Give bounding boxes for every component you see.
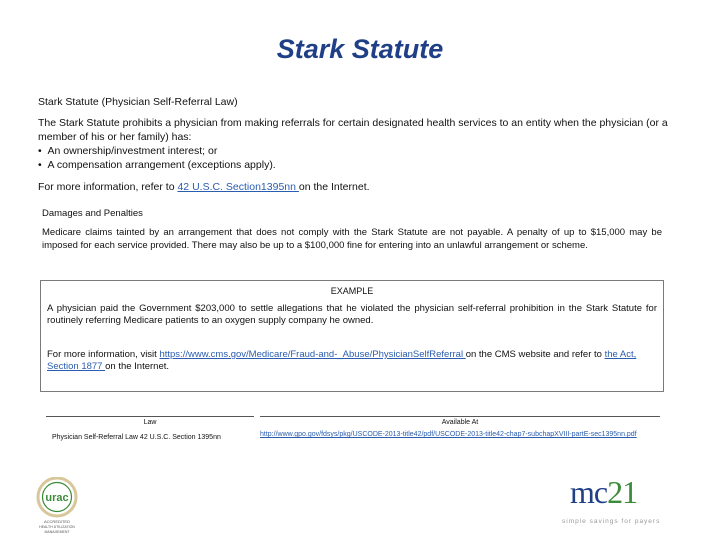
act-section-link[interactable]: the Act, Section 1877 bbox=[47, 349, 637, 372]
intro-text: The Stark Statute prohibits a physician from making referrals for certain designated health services to an entity when the physician (or a member of his or her family) has: bbox=[38, 117, 668, 143]
example-more-suffix: on the Internet. bbox=[105, 361, 170, 372]
urac-logo-text: urac bbox=[45, 492, 69, 504]
cms-link[interactable]: https://www.cms.gov/Medicare/Fraud-and-_Abuse/PhysicianSelfReferral bbox=[159, 349, 466, 360]
more-info-line bbox=[38, 181, 370, 193]
example-box bbox=[40, 280, 664, 392]
intro-bullet-text: A compensation arrangement (exceptions apply). bbox=[47, 159, 276, 171]
example-more-mid: on the CMS website and refer to bbox=[465, 349, 605, 360]
example-heading: EXAMPLE bbox=[330, 286, 374, 296]
available-at-header: Available At bbox=[441, 419, 479, 426]
urac-caption: HEALTH UTILIZATION bbox=[39, 525, 75, 529]
example-more-prefix: For more information, visit bbox=[47, 349, 160, 360]
law-table bbox=[44, 416, 662, 456]
urac-logo bbox=[34, 477, 80, 535]
mc21-brand-main: mc bbox=[570, 474, 608, 510]
urac-seal-icon bbox=[34, 477, 80, 535]
mc21-brand-num: 21 bbox=[607, 474, 638, 510]
gpo-url-link[interactable]: http://www.gpo.gov/fdsys/pkg/USCODE-2013-title42/pdf/USCODE-2013-title42-chap7-subchapXVIII-partE-sec1395nn.pdf bbox=[260, 431, 637, 438]
example-text: A physician paid the Government $203,000 to settle allegations that he violated the physician self-referral prohibition in the Stark Statute for routinely referring Medicare patients to an oxygen supply company he owned. bbox=[47, 303, 657, 326]
law-column bbox=[46, 416, 254, 457]
intro-block bbox=[38, 116, 678, 172]
damages-title: Damages and Penalties bbox=[42, 208, 143, 219]
page-title: Stark Statute bbox=[276, 34, 444, 64]
example-more-info bbox=[47, 349, 662, 373]
urac-caption: ACCREDITED bbox=[43, 519, 71, 524]
section-subtitle: Stark Statute (Physician Self-Referral Law) bbox=[38, 96, 238, 108]
more-info-prefix: For more information, refer to bbox=[38, 181, 178, 193]
mc21-wordmark bbox=[570, 474, 637, 511]
damages-text: Medicare claims tainted by an arrangement that does not comply with the Stark Statute are not payable. A penalty of up to $15,000 may be imposed for each service provided. There may also be up to a $100,000 fine for entering into an unlawful arrangement or scheme. bbox=[42, 227, 662, 251]
law-column-header: Law bbox=[143, 419, 157, 426]
intro-bullet-text: An ownership/investment interest; or bbox=[47, 145, 218, 157]
mc21-logo bbox=[560, 474, 700, 534]
law-cell: Physician Self-Referral Law 42 U.S.C. Section 1395nn bbox=[52, 434, 221, 441]
mc21-tagline: simple savings for payers bbox=[562, 518, 661, 525]
intro-bullet: • A compensation arrangement (exceptions apply). bbox=[38, 159, 276, 171]
more-info-suffix: on the Internet. bbox=[298, 181, 370, 193]
intro-bullet: • An ownership/investment interest; or bbox=[38, 145, 218, 157]
usc-section-link[interactable]: 42 U.S.C. Section1395nn bbox=[177, 181, 299, 193]
available-at-column bbox=[260, 416, 660, 457]
urac-caption: MANAGEMENT bbox=[44, 530, 70, 534]
